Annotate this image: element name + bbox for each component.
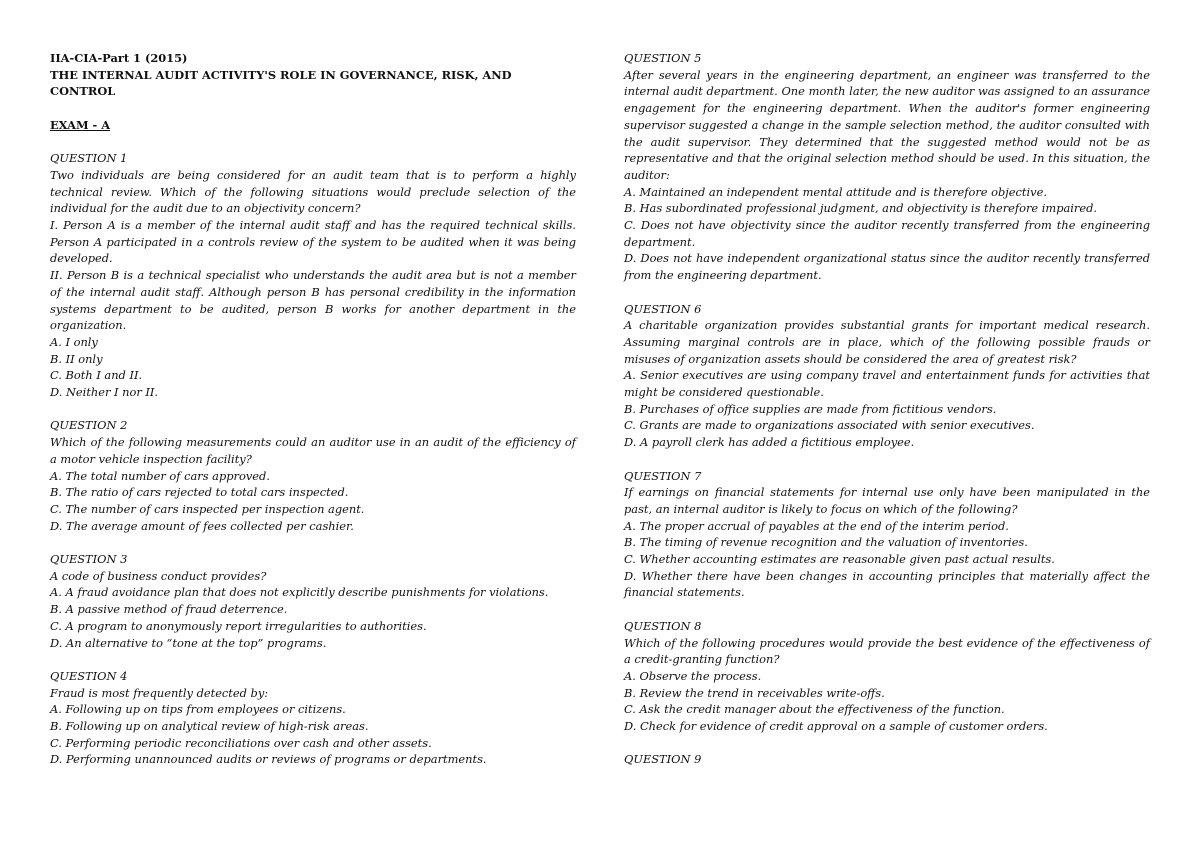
answer-option-a: A. The total number of cars approved. <box>50 468 270 483</box>
answer-option-d: D. Does not have independent organizational status since the auditor recently transferred from the engineering department. <box>624 251 1150 283</box>
left-column <box>50 50 576 785</box>
document-title-line-1: IIA-CIA-Part 1 (2015) <box>50 51 188 65</box>
answer-option-a: A. Following up on tips from employees or citizens. <box>50 702 346 717</box>
question-text: Two individuals are being considered for an audit team that is to perform a highly technical review. Which of the following situations would preclude selection of the individual for the audit due to an objectivity concern? <box>50 167 576 216</box>
answer-option-d: D. Performing unannounced audits or reviews of programs or departments. <box>50 752 487 767</box>
answer-option-a: A. Senior executives are using company travel and entertainment funds for activities that might be considered questionable. <box>624 368 1150 400</box>
answer-option-b: B. Following up on analytical review of high-risk areas. <box>50 719 369 734</box>
answer-option-b: B. Has subordinated professional judgment, and objectivity is therefore impaired. <box>624 201 1098 216</box>
answer-option-c: C. Both I and II. <box>50 368 143 383</box>
question-text: After several years in the engineering department, an engineer was transferred to the internal audit department. One month later, the new auditor was assigned to an assurance engagement for the engineering department. When the auditor's former engineering supervisor suggested a change in the sample selection method, the auditor consulted with the audit supervisor. They determined that the suggested method would not be as representative and that the original selection method should be used. In this situation, the auditor: <box>624 67 1150 182</box>
answer-option-c: C. Performing periodic reconciliations over cash and other assets. <box>50 735 432 750</box>
question-6 <box>624 301 1150 451</box>
question-8 <box>624 618 1150 735</box>
answer-option-a: A. Maintained an independent mental attitude and is therefore objective. <box>624 184 1047 199</box>
question-heading: QUESTION 9 <box>624 752 702 767</box>
question-heading: QUESTION 1 <box>50 151 128 166</box>
answer-option-c: C. Grants are made to organizations associated with senior executives. <box>624 418 1035 433</box>
question-9 <box>624 751 1150 768</box>
answer-option-b: B. Review the trend in receivables write-offs. <box>624 685 885 700</box>
answer-option-a: A. I only <box>50 334 98 349</box>
question-text: A code of business conduct provides? <box>50 568 267 583</box>
question-heading: QUESTION 5 <box>624 51 702 65</box>
answer-option-a: A. A fraud avoidance plan that does not explicitly describe punishments for violations. <box>50 585 549 600</box>
question-heading: QUESTION 3 <box>50 552 128 567</box>
answer-option-a: A. Observe the process. <box>624 668 762 683</box>
answer-option-b: B. Purchases of office supplies are made from fictitious vendors. <box>624 401 997 416</box>
question-text: If earnings on financial statements for internal use only have been manipulated in the past, an internal auditor is likely to focus on which of the following? <box>624 485 1150 516</box>
answer-option-d: D. Check for evidence of credit approval on a sample of customer orders. <box>624 719 1048 734</box>
question-2 <box>50 417 576 534</box>
exam-label: EXAM - A <box>50 117 111 132</box>
answer-option-d: D. An alternative to “tone at the top” programs. <box>50 635 327 650</box>
answer-option-c: C. A program to anonymously report irregularities to authorities. <box>50 618 427 633</box>
answer-option-c: C. Does not have objectivity since the auditor recently transferred from the engineering department. <box>624 218 1150 249</box>
question-3 <box>50 551 576 651</box>
document-title-line-2: THE INTERNAL AUDIT ACTIVITY'S ROLE IN GOVERNANCE, RISK, AND CONTROL <box>50 67 512 99</box>
question-heading: QUESTION 8 <box>624 618 702 633</box>
answer-option-d: D. Whether there have been changes in accounting principles that materially affect the financial statements. <box>624 568 1150 600</box>
question-heading: QUESTION 2 <box>50 418 128 433</box>
answer-option-d: D. A payroll clerk has added a fictitious employee. <box>624 435 915 450</box>
answer-option-a: A. The proper accrual of payables at the end of the interim period. <box>624 518 1009 533</box>
right-column <box>624 50 1150 785</box>
question-heading: QUESTION 6 <box>624 301 702 316</box>
answer-option-d: D. The average amount of fees collected per cashier. <box>50 518 354 533</box>
question-5 <box>624 50 1150 284</box>
question-text: A charitable organization provides substantial grants for important medical research. Assuming marginal controls are in place, which of the following possible frauds or misuses of organization assets should be considered the area of greatest risk? <box>624 318 1150 366</box>
question-statement-1: I. Person A is a member of the internal audit staff and has the required technical skills. Person A participated in a controls review of the system to be audited when it was being developed. <box>50 218 576 266</box>
answer-option-d: D. Neither I nor II. <box>50 385 159 400</box>
question-text: Which of the following measurements could an auditor use in an audit of the efficiency of a motor vehicle inspection facility? <box>50 435 576 466</box>
question-heading: QUESTION 7 <box>624 468 702 483</box>
answer-option-c: C. Ask the credit manager about the effectiveness of the function. <box>624 702 1005 717</box>
answer-option-b: B. The ratio of cars rejected to total cars inspected. <box>50 485 349 500</box>
question-7 <box>624 468 1150 602</box>
answer-option-c: C. The number of cars inspected per inspection agent. <box>50 501 365 516</box>
answer-option-c: C. Whether accounting estimates are reasonable given past actual results. <box>624 552 1055 567</box>
question-statement-2: II. Person B is a technical specialist who understands the audit area but is not a member of the internal audit staff. Although person B has personal credibility in the information systems department to be audited, person B works for another department in the organization. <box>50 268 576 333</box>
question-text: Fraud is most frequently detected by: <box>50 685 269 700</box>
answer-option-b: B. The timing of revenue recognition and the valuation of inventories. <box>624 535 1028 550</box>
question-4 <box>50 668 576 768</box>
question-text: Which of the following procedures would provide the best evidence of the effectiveness of a credit-granting function? <box>624 635 1150 667</box>
question-1 <box>50 150 576 401</box>
answer-option-b: B. A passive method of fraud deterrence. <box>50 602 288 617</box>
answer-option-b: B. II only <box>50 351 103 366</box>
question-heading: QUESTION 4 <box>50 668 128 683</box>
